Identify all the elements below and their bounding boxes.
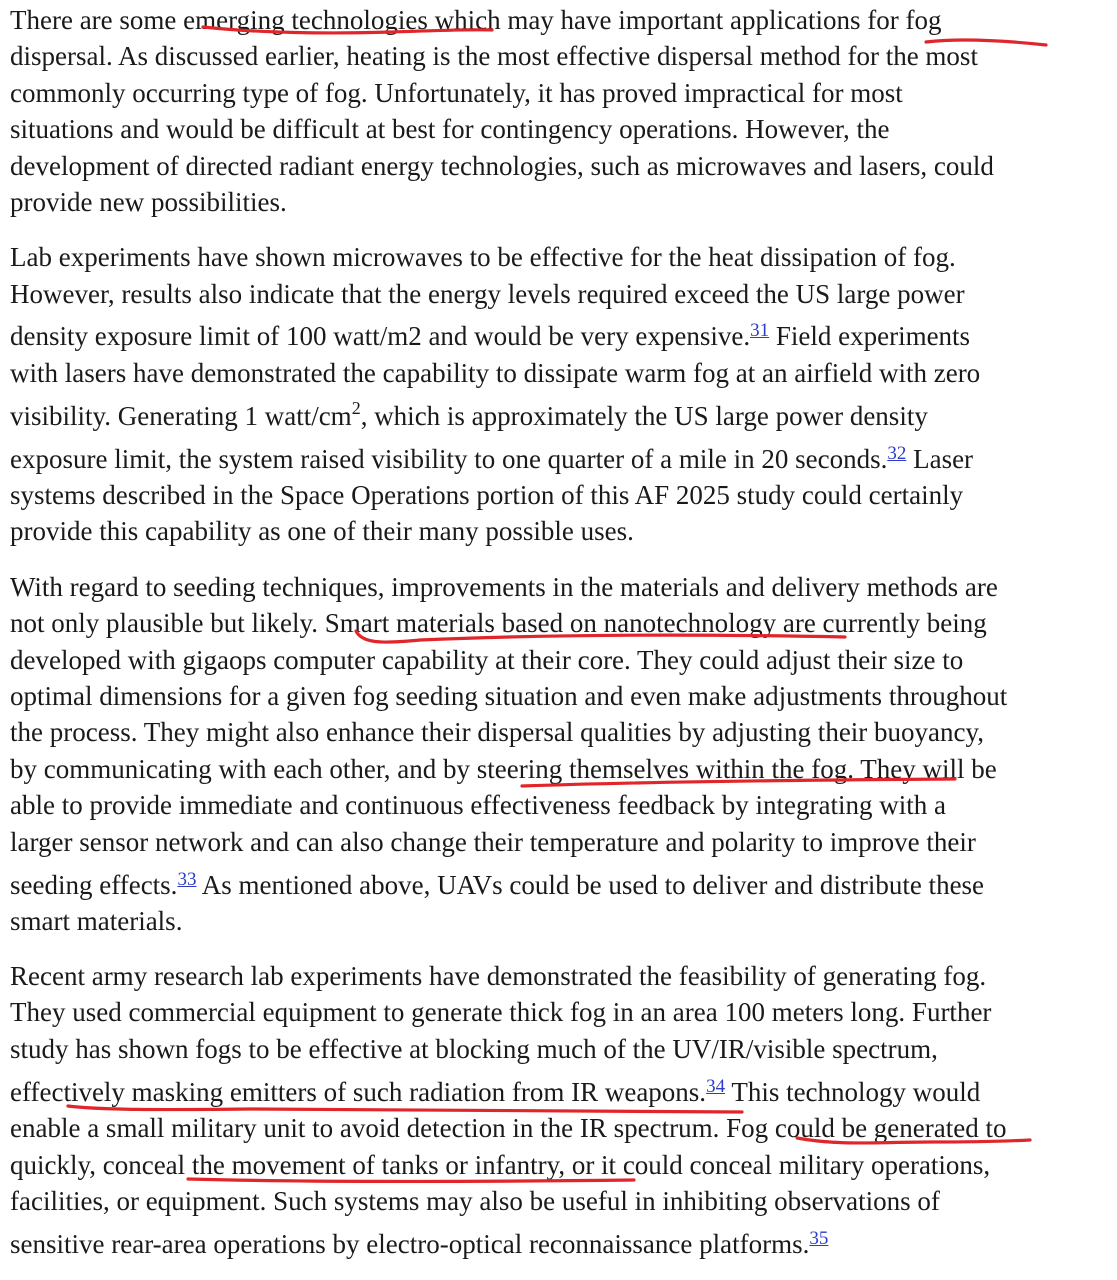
text-line: There are some emerging technologies which may have important applications for fog: [10, 5, 942, 35]
text-line: able to provide immediate and continuous effectiveness feedback by integrating with a: [10, 790, 946, 820]
text-line: [10, 441, 973, 477]
text-line: [10, 318, 970, 354]
text-line: facilities, or equipment. Such systems may also be useful in inhibiting observations of: [10, 1186, 940, 1216]
text-line: commonly occurring type of fog. Unfortunately, it has proved impractical for most: [10, 78, 903, 108]
text-line: the process. They might also enhance their dispersal qualities by adjusting their buoyancy,: [10, 717, 985, 747]
text-span: Field experiments: [769, 321, 971, 351]
text-line: developed with gigaops computer capability at their core. They could adjust their size to: [10, 645, 964, 675]
text-span: This technology would: [725, 1077, 981, 1107]
text-line: [10, 398, 928, 434]
text-line: development of directed radiant energy technologies, such as microwaves and lasers, could: [10, 151, 994, 181]
text-span: density exposure limit of 100 watt/m2 and would be very expensive.: [10, 321, 751, 351]
text-span: As mentioned above, UAVs could be used to deliver and distribute these: [196, 870, 985, 900]
text-span: , which is approximately the US large power density: [360, 401, 928, 431]
text-line: quickly, conceal the movement of tanks or infantry, or it could conceal military operations,: [10, 1150, 991, 1180]
text-span: visibility. Generating 1 watt/cm: [10, 401, 352, 431]
text-span: effectively masking emitters of such radiation from IR weapons.: [10, 1077, 707, 1107]
superscript: 2: [351, 398, 361, 418]
text-line: study has shown fogs to be effective at blocking much of the UV/IR/visible spectrum,: [10, 1034, 938, 1064]
text-line: Lab experiments have shown microwaves to be effective for the heat dissipation of fog.: [10, 242, 956, 272]
text-line: smart materials.: [10, 906, 183, 936]
text-line: They used commercial equipment to generate thick fog in an area 100 meters long. Further: [10, 997, 992, 1027]
text-line: [10, 1226, 828, 1262]
text-line: [10, 867, 984, 903]
text-line: However, results also indicate that the energy levels required exceed the US large power: [10, 279, 965, 309]
text-span: sensitive rear-area operations by electro-optical reconnaissance platforms.: [10, 1229, 810, 1259]
text-line: by communicating with each other, and by steering themselves within the fog. They will be: [10, 754, 997, 784]
text-line: not only plausible but likely. Smart materials based on nanotechnology are currently being: [10, 608, 987, 638]
text-line: dispersal. As discussed earlier, heating is the most effective dispersal method for the most: [10, 41, 978, 71]
text-span: seeding effects.: [10, 870, 178, 900]
text-line: provide new possibilities.: [10, 187, 287, 217]
text-span: Laser: [906, 444, 974, 474]
text-span: exposure limit, the system raised visibility to one quarter of a mile in 20 seconds.: [10, 444, 888, 474]
footnote-link[interactable]: 35: [809, 1228, 829, 1249]
text-line: Recent army research lab experiments have demonstrated the feasibility of generating fog.: [10, 961, 987, 991]
footnote-link[interactable]: 33: [177, 869, 197, 890]
text-line: enable a small military unit to avoid detection in the IR spectrum. Fog could be generated to: [10, 1113, 1007, 1143]
footnote-link[interactable]: 32: [887, 443, 907, 464]
text-line: larger sensor network and can also change their temperature and polarity to improve their: [10, 827, 976, 857]
text-line: With regard to seeding techniques, improvements in the materials and delivery methods are: [10, 572, 998, 602]
text-line: [10, 1074, 980, 1110]
footnote-link[interactable]: 34: [706, 1076, 726, 1097]
text-line: situations and would be difficult at best for contingency operations. However, the: [10, 114, 890, 144]
text-line: with lasers have demonstrated the capability to dissipate warm fog at an airfield with zero: [10, 358, 981, 388]
text-line: systems described in the Space Operations portion of this AF 2025 study could certainly: [10, 480, 964, 510]
text-line: provide this capability as one of their many possible uses.: [10, 516, 634, 546]
text-line: optimal dimensions for a given fog seeding situation and even make adjustments throughout: [10, 681, 1008, 711]
footnote-link[interactable]: 31: [750, 320, 770, 341]
